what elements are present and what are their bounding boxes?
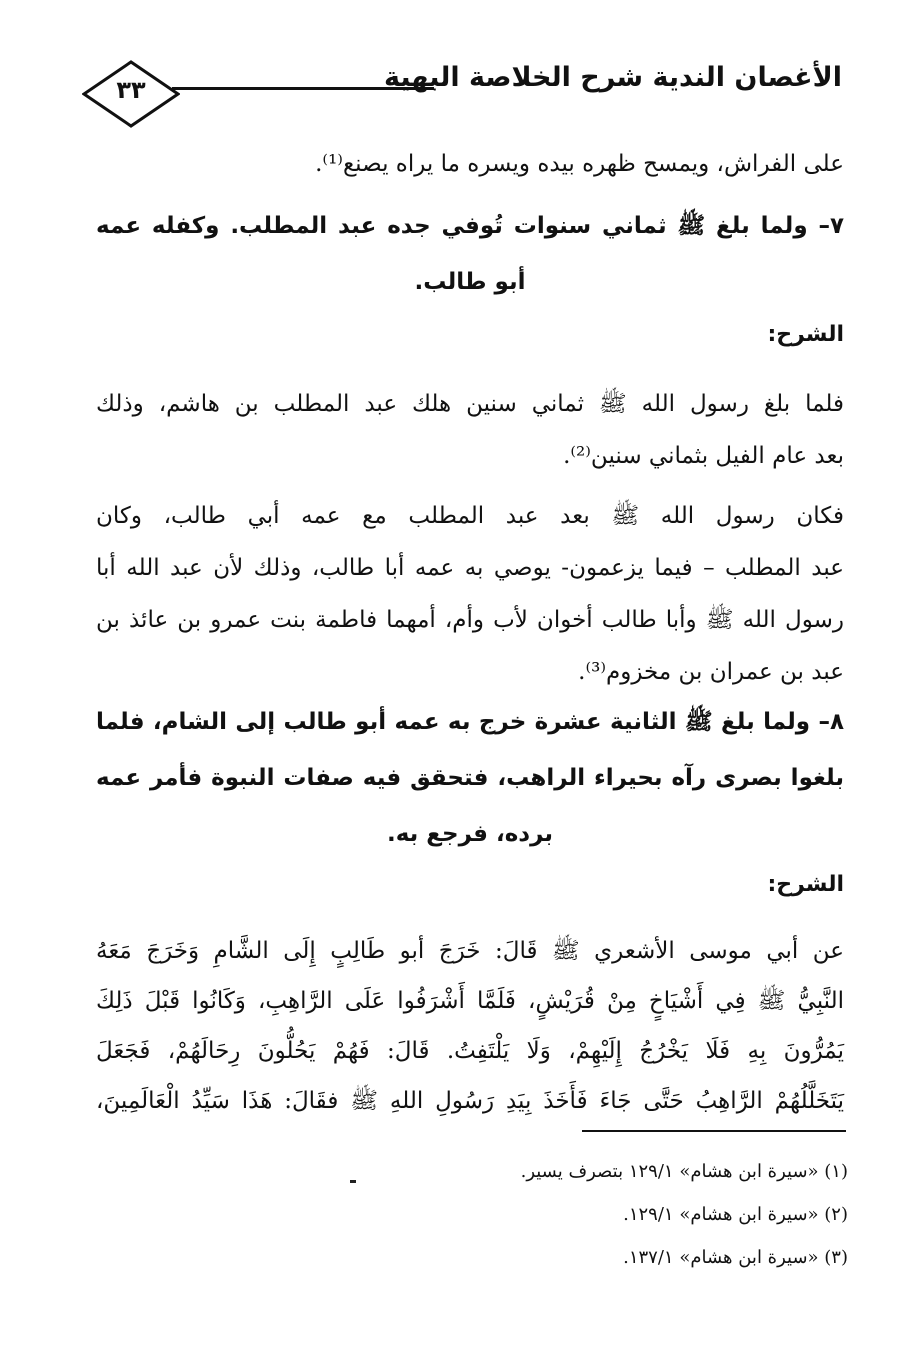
heading-line: ٧– ولما بلغ ﷺ ثماني سنوات تُوفي جده عبد المطلب. وكفله عمه <box>96 213 844 239</box>
commentary-label <box>96 322 844 347</box>
heading-line: أبو طالب. <box>414 269 526 295</box>
heading-line: ٨– ولما بلغ ﷺ الثانية عشرة خرج به عمه أبو طالب إلى الشام، فلما <box>96 709 844 735</box>
running-header-title: الأغصان الندية شرح الخلاصة البهية <box>384 62 842 93</box>
paragraph-line: عبد بن عمران بن مخزوم⁽³⁾. <box>578 659 844 685</box>
paragraph-line: على الفراش، ويمسح ظهره بيده ويسره ما يراه يصنع⁽¹⁾. <box>315 151 844 177</box>
paragraph-line: يَمُرُّونَ بِهِ فَلَا يَخْرُجُ إِلَيْهِمْ، وَلَا يَلْتَفِتُ. قَالَ: فَهُمْ يَحُلُّونَ رِحَالَهُمْ، فَجَعَلَ <box>96 1038 844 1064</box>
heading-line: برده، فرجع به. <box>386 821 554 847</box>
page-number: ٣٣ <box>116 76 146 104</box>
paragraph-line: فكان رسول الله ﷺ بعد عبد المطلب مع عمه أبي طالب، وكان <box>96 503 844 529</box>
footnote: (٣) «سيرة ابن هشام» ١٣٧/١. <box>623 1247 848 1268</box>
section-heading-8 <box>96 694 844 862</box>
paragraph-line: بعد عام الفيل بثماني سنين⁽²⁾. <box>563 443 844 469</box>
header-rule <box>172 87 434 90</box>
paragraph <box>96 490 844 698</box>
paragraph-line: عن أبي موسى الأشعري ﷺ قَالَ: خَرَجَ أبو طَالِبٍ إِلَى الشَّامِ وَخَرَجَ مَعَهُ <box>96 938 844 964</box>
footnote: (٢) «سيرة ابن هشام» ١٢٩/١. <box>623 1204 848 1225</box>
paragraph-line: رسول الله ﷺ وأبا طالب أخوان لأب وأم، أمهما فاطمة بنت عمرو بن عائذ بن <box>96 607 844 633</box>
footnotes <box>96 1150 848 1279</box>
sharh-label: الشرح: <box>767 872 844 897</box>
heading-line: بلغوا بصرى رآه بحيراء الراهب، فتحقق فيه صفات النبوة فأمر عمه <box>96 765 844 791</box>
paragraph-continued <box>96 138 844 190</box>
paragraph <box>96 378 844 482</box>
hadith-paragraph <box>96 926 844 1126</box>
section-heading-7 <box>96 198 844 310</box>
sharh-label: الشرح: <box>767 322 844 347</box>
paragraph-line: يَتَخَلَّلُهُمْ الرَّاهِبُ حَتَّى جَاءَ فَأَخَذَ بِيَدِ رَسُولِ اللهِ ﷺ فقَالَ: هَذَا سَيِّدُ الْعَالَمِينَ، <box>96 1088 844 1114</box>
footnote: (١) «سيرة ابن هشام» ١٢٩/١ بتصرف يسير. <box>520 1161 848 1182</box>
paragraph-line: فلما بلغ رسول الله ﷺ ثماني سنين هلك عبد المطلب بن هاشم، وذلك <box>96 391 844 417</box>
paragraph-line: عبد المطلب – فيما يزعمون- يوصي به عمه أبا طالب، وذلك لأن عبد الله أبا <box>96 555 844 581</box>
commentary-label <box>96 872 844 897</box>
paragraph-line: النَّبِيُّ ﷺ فِي أَشْيَاخٍ مِنْ قُرَيْشٍ، فَلَمَّا أَشْرَفُوا عَلَى الرَّاهِبِ، وَكَانُوا قَبْلَ ذَلِكَ <box>96 988 844 1014</box>
footnote-separator <box>582 1130 846 1132</box>
